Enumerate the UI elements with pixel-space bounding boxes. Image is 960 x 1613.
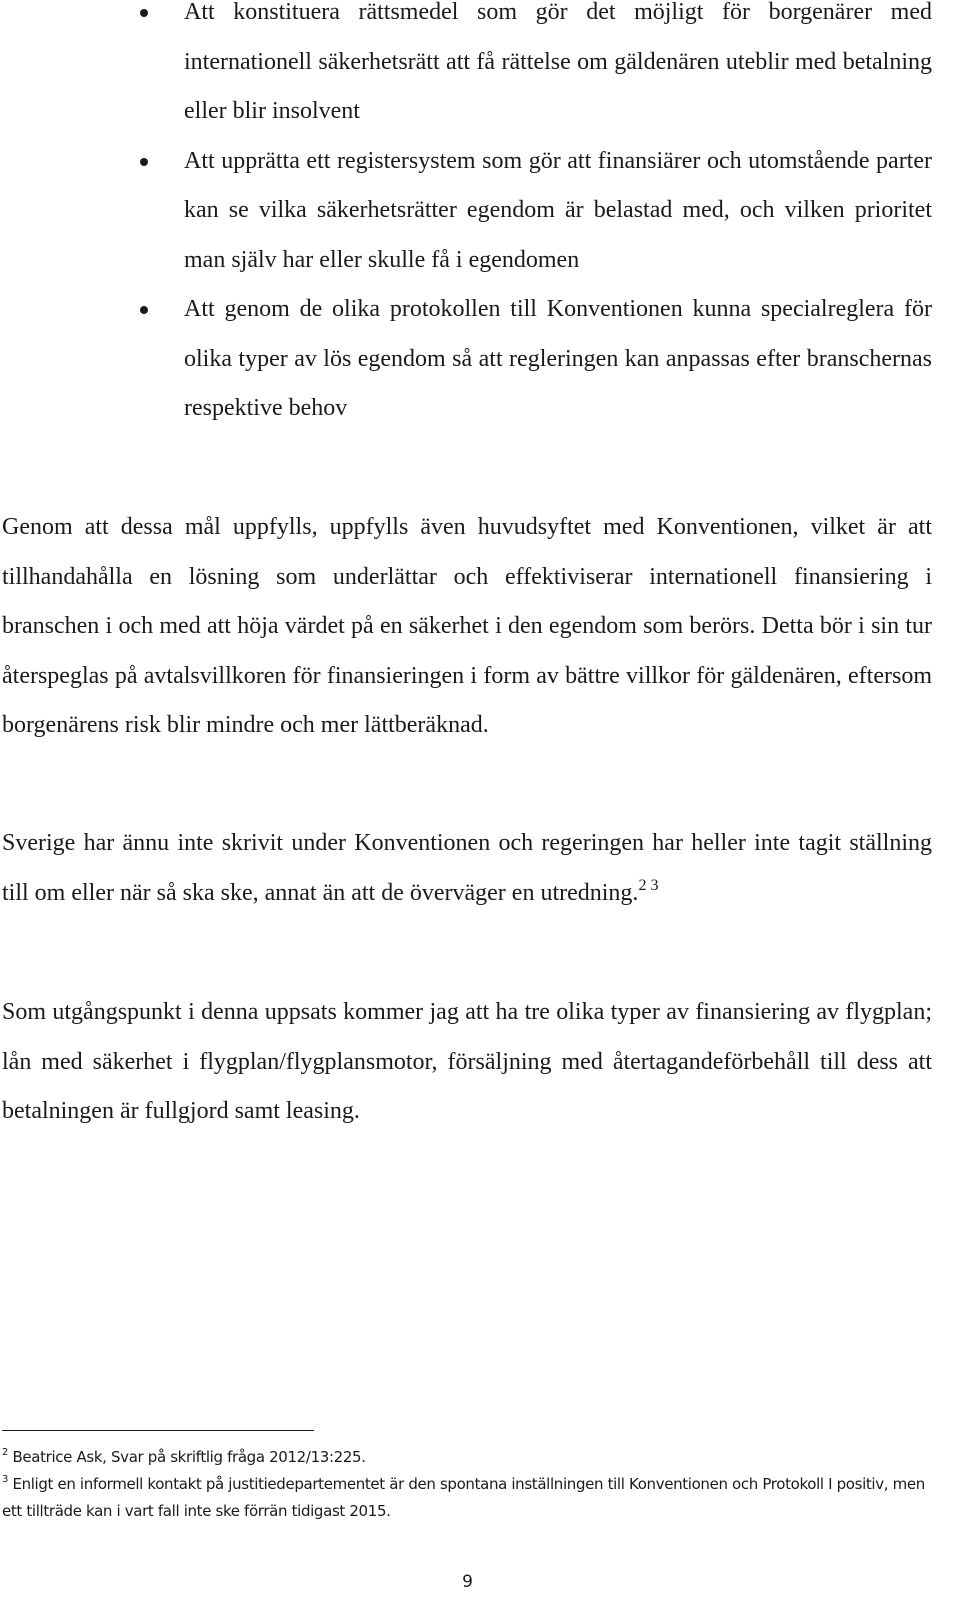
footnote: [2, 1471, 932, 1525]
footnote-text: Enligt en informell kontakt på justitiedepartementet är den spontana inställningen till Konventionen och Protokoll I positiv, men ett tillträde kan i vart fall inte ske förrän tidigast 2015.: [2, 1475, 925, 1520]
paragraph-sweden: [2, 819, 932, 918]
footnotes: [2, 1444, 932, 1525]
paragraph-purpose: Genom att dessa mål uppfylls, uppfylls även huvudsyftet med Konventionen, vilket är att tillhandahålla en lösning som underlättar och effektiviserar internationell finansiering i branschen i och med att höja värdet på en säkerhet i den egendom som berörs. Detta bör i sin tur återspeglas på avtalsvillkoren för finansieringen i form av bättre villkor för gäldenären, eftersom borgenärens risk blir mindre och mer lättberäknad.: [2, 514, 932, 738]
paragraph-scope: Som utgångspunkt i denna uppsats kommer jag att ha tre olika typer av finansiering av flygplan; lån med säkerhet i flygplan/flygplansmotor, försäljning med återtagandeförbehåll till dess att betalningen är fullgjord samt leasing.: [2, 999, 932, 1124]
bullet-icon: [140, 158, 148, 166]
footnote-mark: 2: [2, 1447, 9, 1458]
bullet-item: [184, 285, 932, 434]
bullet-item: [184, 0, 932, 137]
footnote-text: Beatrice Ask, Svar på skriftlig fråga 2012/13:225.: [12, 1448, 366, 1466]
footnote-divider: [2, 1430, 314, 1431]
bullet-text: Att upprätta ett registersystem som gör att finansiärer och utomstående parter kan se vilka säkerhetsrätter egendom är belastad med, och vilken prioritet man själv har eller skulle få i egendomen: [184, 147, 932, 273]
footnote-reference[interactable]: 2 3: [638, 876, 659, 894]
footnote-mark: 3: [2, 1474, 9, 1485]
paragraph-sweden-text: Sverige har ännu inte skrivit under Konventionen och regeringen har heller inte tagit ställning till om eller när så ska ske, annat än att de överväger en utredning.: [2, 830, 932, 906]
bullet-icon: [140, 306, 148, 314]
bullet-icon: [140, 9, 148, 17]
footnote: [2, 1444, 932, 1471]
bullet-text: Att genom de olika protokollen till Konventionen kunna specialreglera för olika typer av lös egendom så att regleringen kan anpassas efter branschernas respektive behov: [184, 296, 932, 421]
bullet-item: [184, 137, 932, 286]
page-number: 9: [462, 1572, 473, 1592]
bullet-list: [184, 0, 932, 434]
bullet-text: Att konstituera rättsmedel som gör det möjligt för borgenärer med internationell säkerhetsrätt att få rättelse om gäldenären uteblir med betalning eller blir insolvent: [184, 0, 932, 124]
